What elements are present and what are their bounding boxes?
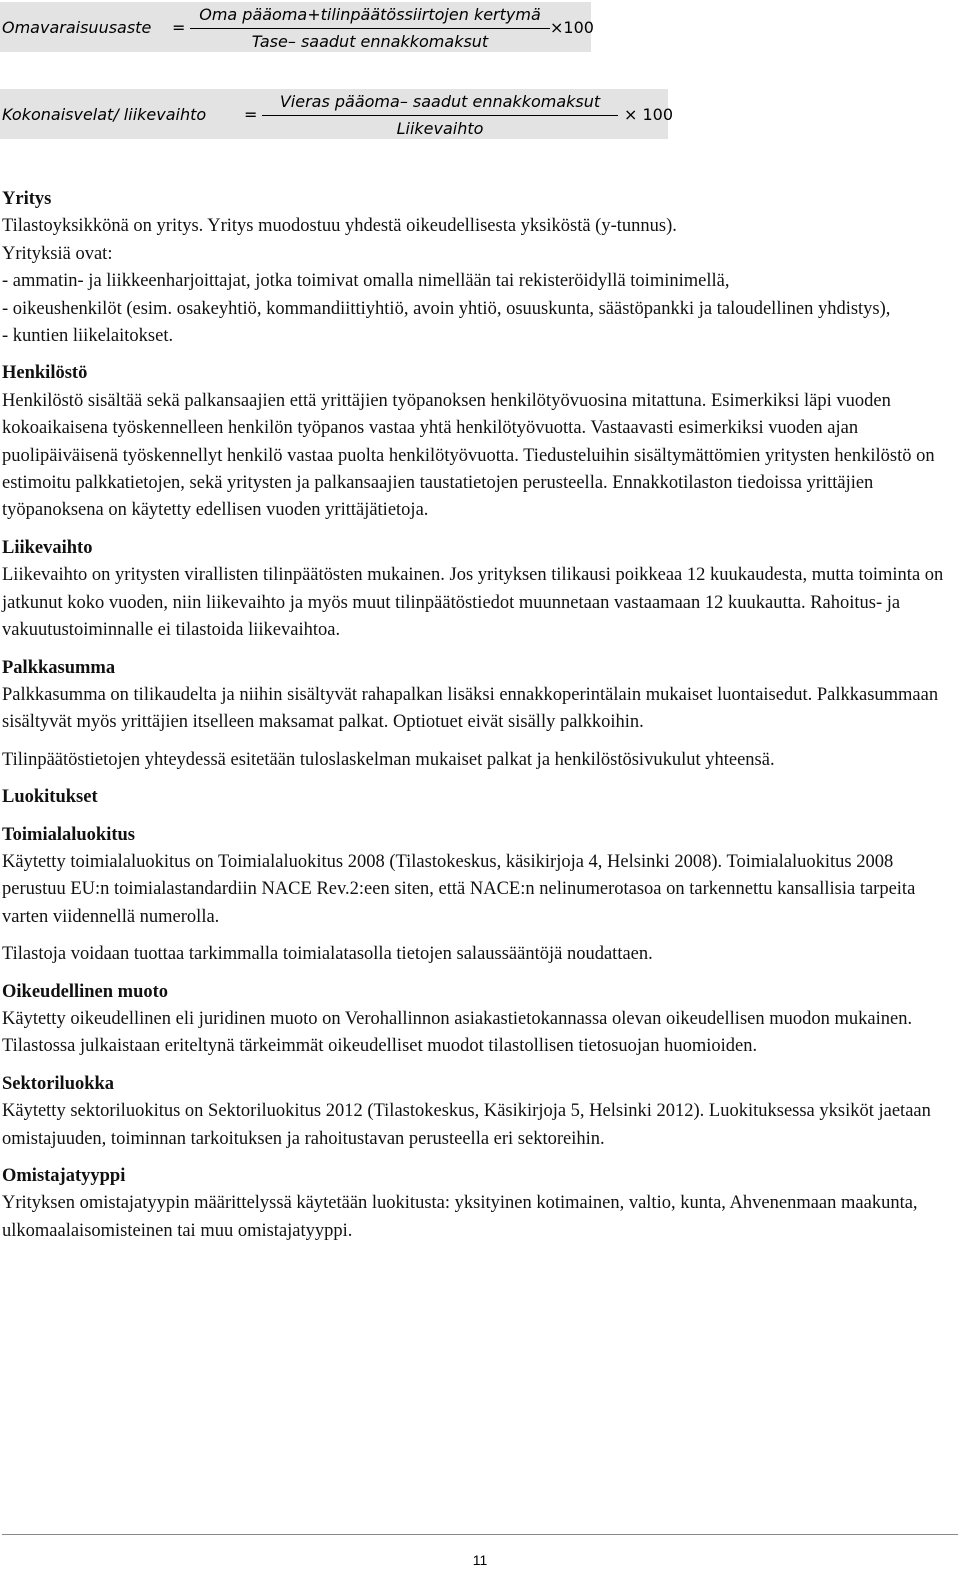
formula-multiplier: × 100 [624,105,674,124]
formula-equals: = [244,105,258,124]
footer-divider [2,1534,958,1535]
section-heading: Sektoriluokka [2,1073,115,1094]
section-omistajatyyppi [2,1163,958,1245]
page-number: 11 [472,1552,488,1568]
section-oikeudellinen-muoto [2,979,958,1061]
paragraph: Palkkasumma on tilikaudelta ja niihin sisältyvät rahapalkan lisäksi ennakkoperintälain mukaiset luontaisedut. Palkkasummaan sisältyvät myös yrittäjien itselleen maksamat palkat. Optiotuet eivät sisälly palkkoihin. [2,684,939,733]
fraction-bar [262,115,618,116]
paragraph: Henkilöstö sisältää sekä palkansaajien että yrittäjien työpanoksen henkilötyövuosina mitattuna. Esimerkiksi läpi vuoden kokoaikaisena työskennelleen henkilön työpanos vastaa yhtä henkilötyövuotta. Vastaavasti esimerkiksi vuoden ajan puolipäiväisenä työskennellyt henkilö vastaa puolta henkilötyövuotta. Tiedusteluihin sisältymättömien yritysten henkilöstö on estimoitu palkkatietojen, sekä yritysten ja palkansaajien taustatietojen perusteella. Ennakkotilaston tiedoissa yrittäjien työpanoksena on käytetty edellisen vuoden yrittäjätietoja. [2,390,935,521]
paragraph: Tilastoja voidaan tuottaa tarkimmalla toimialatasolla tietojen salaussääntöjä noudattaen. [2,944,653,965]
section-yritys [2,186,958,350]
formula-denominator: Liikevaihto [396,119,484,138]
paragraph: Käytetty sektoriluokitus on Sektoriluokitus 2012 (Tilastokeskus, Käsikirjoja 5, Helsinki 2012). Luokituksessa yksiköt jaetaan omistajuuden, toiminnan tarkoituksen ja rahoitustavan perusteella eri sektoreihin. [2,1101,931,1149]
section-heading: Palkkasumma [2,657,116,678]
formula-lhs: Kokonaisvelat/ liikevaihto [2,105,207,124]
section-heading: Oikeudellinen muoto [2,981,169,1002]
section-toimialaluokitus [2,822,958,969]
paragraph: Käytetty toimialaluokitus on Toimialaluokitus 2008 (Tilastokeskus, käsikirjoja 4, Helsinki 2008). Toimialaluokitus 2008 perustuu EU:n toimialastandardiin NACE Rev.2:een siten, että NACE:n nelinumerotasoa on tarkennettu kansallisia tarpeita varten viidennellä numerolla. [2,851,916,927]
text-line: - oikeushenkilöt (esim. osakeyhtiö, kommandiittiyhtiö, avoin yhtiö, osuuskunta, säästöpankki ja taloudellinen yhdistys), [2,298,891,319]
section-heading: Luokitukset [2,787,98,808]
formula-numerator: Oma pääoma+tilinpäätössiirtojen kertymä [199,5,541,24]
section-palkkasumma [2,655,958,775]
text-line: Tilastoyksikkönä on yritys. Yritys muodostuu yhdestä oikeudellisesta yksiköstä (y-tunnus). [2,216,677,237]
formula-denominator: Tase– saadut ennakkomaksut [251,32,489,51]
section-sektoriluokka [2,1071,958,1153]
text-line: - kuntien liikelaitokset. [2,326,174,347]
section-heading: Omistajatyyppi [2,1166,126,1186]
paragraph: Yrityksen omistajatyypin määrittelyssä käytetään luokitusta: yksityinen kotimainen, valtio, kunta, Ahvenenmaan maakunta, ulkomaalaisomisteinen tai muu omistajatyyppi. [2,1193,918,1241]
section-heading: Henkilöstö [2,363,88,384]
formula-equals: = [172,18,186,37]
formula-lhs: Omavaraisuusaste [2,18,152,37]
formula-equity-ratio [0,2,594,52]
document-body [2,186,958,1245]
text-line: - ammatin- ja liikkeenharjoittajat, jotka toimivat omalla nimellään tai rekisteröidyllä toiminimellä, [2,271,730,292]
paragraph: Käytetty oikeudellinen eli juridinen muoto on Verohallinnon asiakastietokannassa olevan oikeudellisen muodon mukainen. Tilastossa julkaistaan eriteltynä tärkeimmät oikeudelliset muodot tilastollisen tietosuojan huomioiden. [2,1008,913,1057]
paragraph: Tilinpäätöstietojen yhteydessä esitetään tuloslaskelman mukaiset palkat ja henkilöstösivukulut yhteensä. [2,749,775,770]
formula-numerator: Vieras pääoma– saadut ennakkomaksut [279,92,601,111]
formula-debt-to-turnover [0,89,674,139]
section-heading: Yritys [2,189,52,209]
section-liikevaihto [2,535,958,645]
section-heading: Toimialaluokitus [2,824,135,845]
formula-multiplier: ×100 [550,18,594,37]
section-henkilosto [2,360,958,524]
fraction-bar [190,28,550,29]
section-luokitukset [2,784,958,811]
section-heading: Liikevaihto [2,537,93,558]
paragraph: Liikevaihto on yritysten virallisten tilinpäätösten mukainen. Jos yrityksen tilikausi poikkeaa 12 kuukaudesta, mutta toiminta on jatkunut koko vuoden, niin liikevaihto ja myös muut tilinpäätöstiedot muunnetaan vastaamaan 12 kuukautta. Rahoitus- ja vakuutustoiminnalle ei tilastoida liikevaihtoa. [2,565,944,641]
text-line: Yrityksiä ovat: [2,243,113,264]
